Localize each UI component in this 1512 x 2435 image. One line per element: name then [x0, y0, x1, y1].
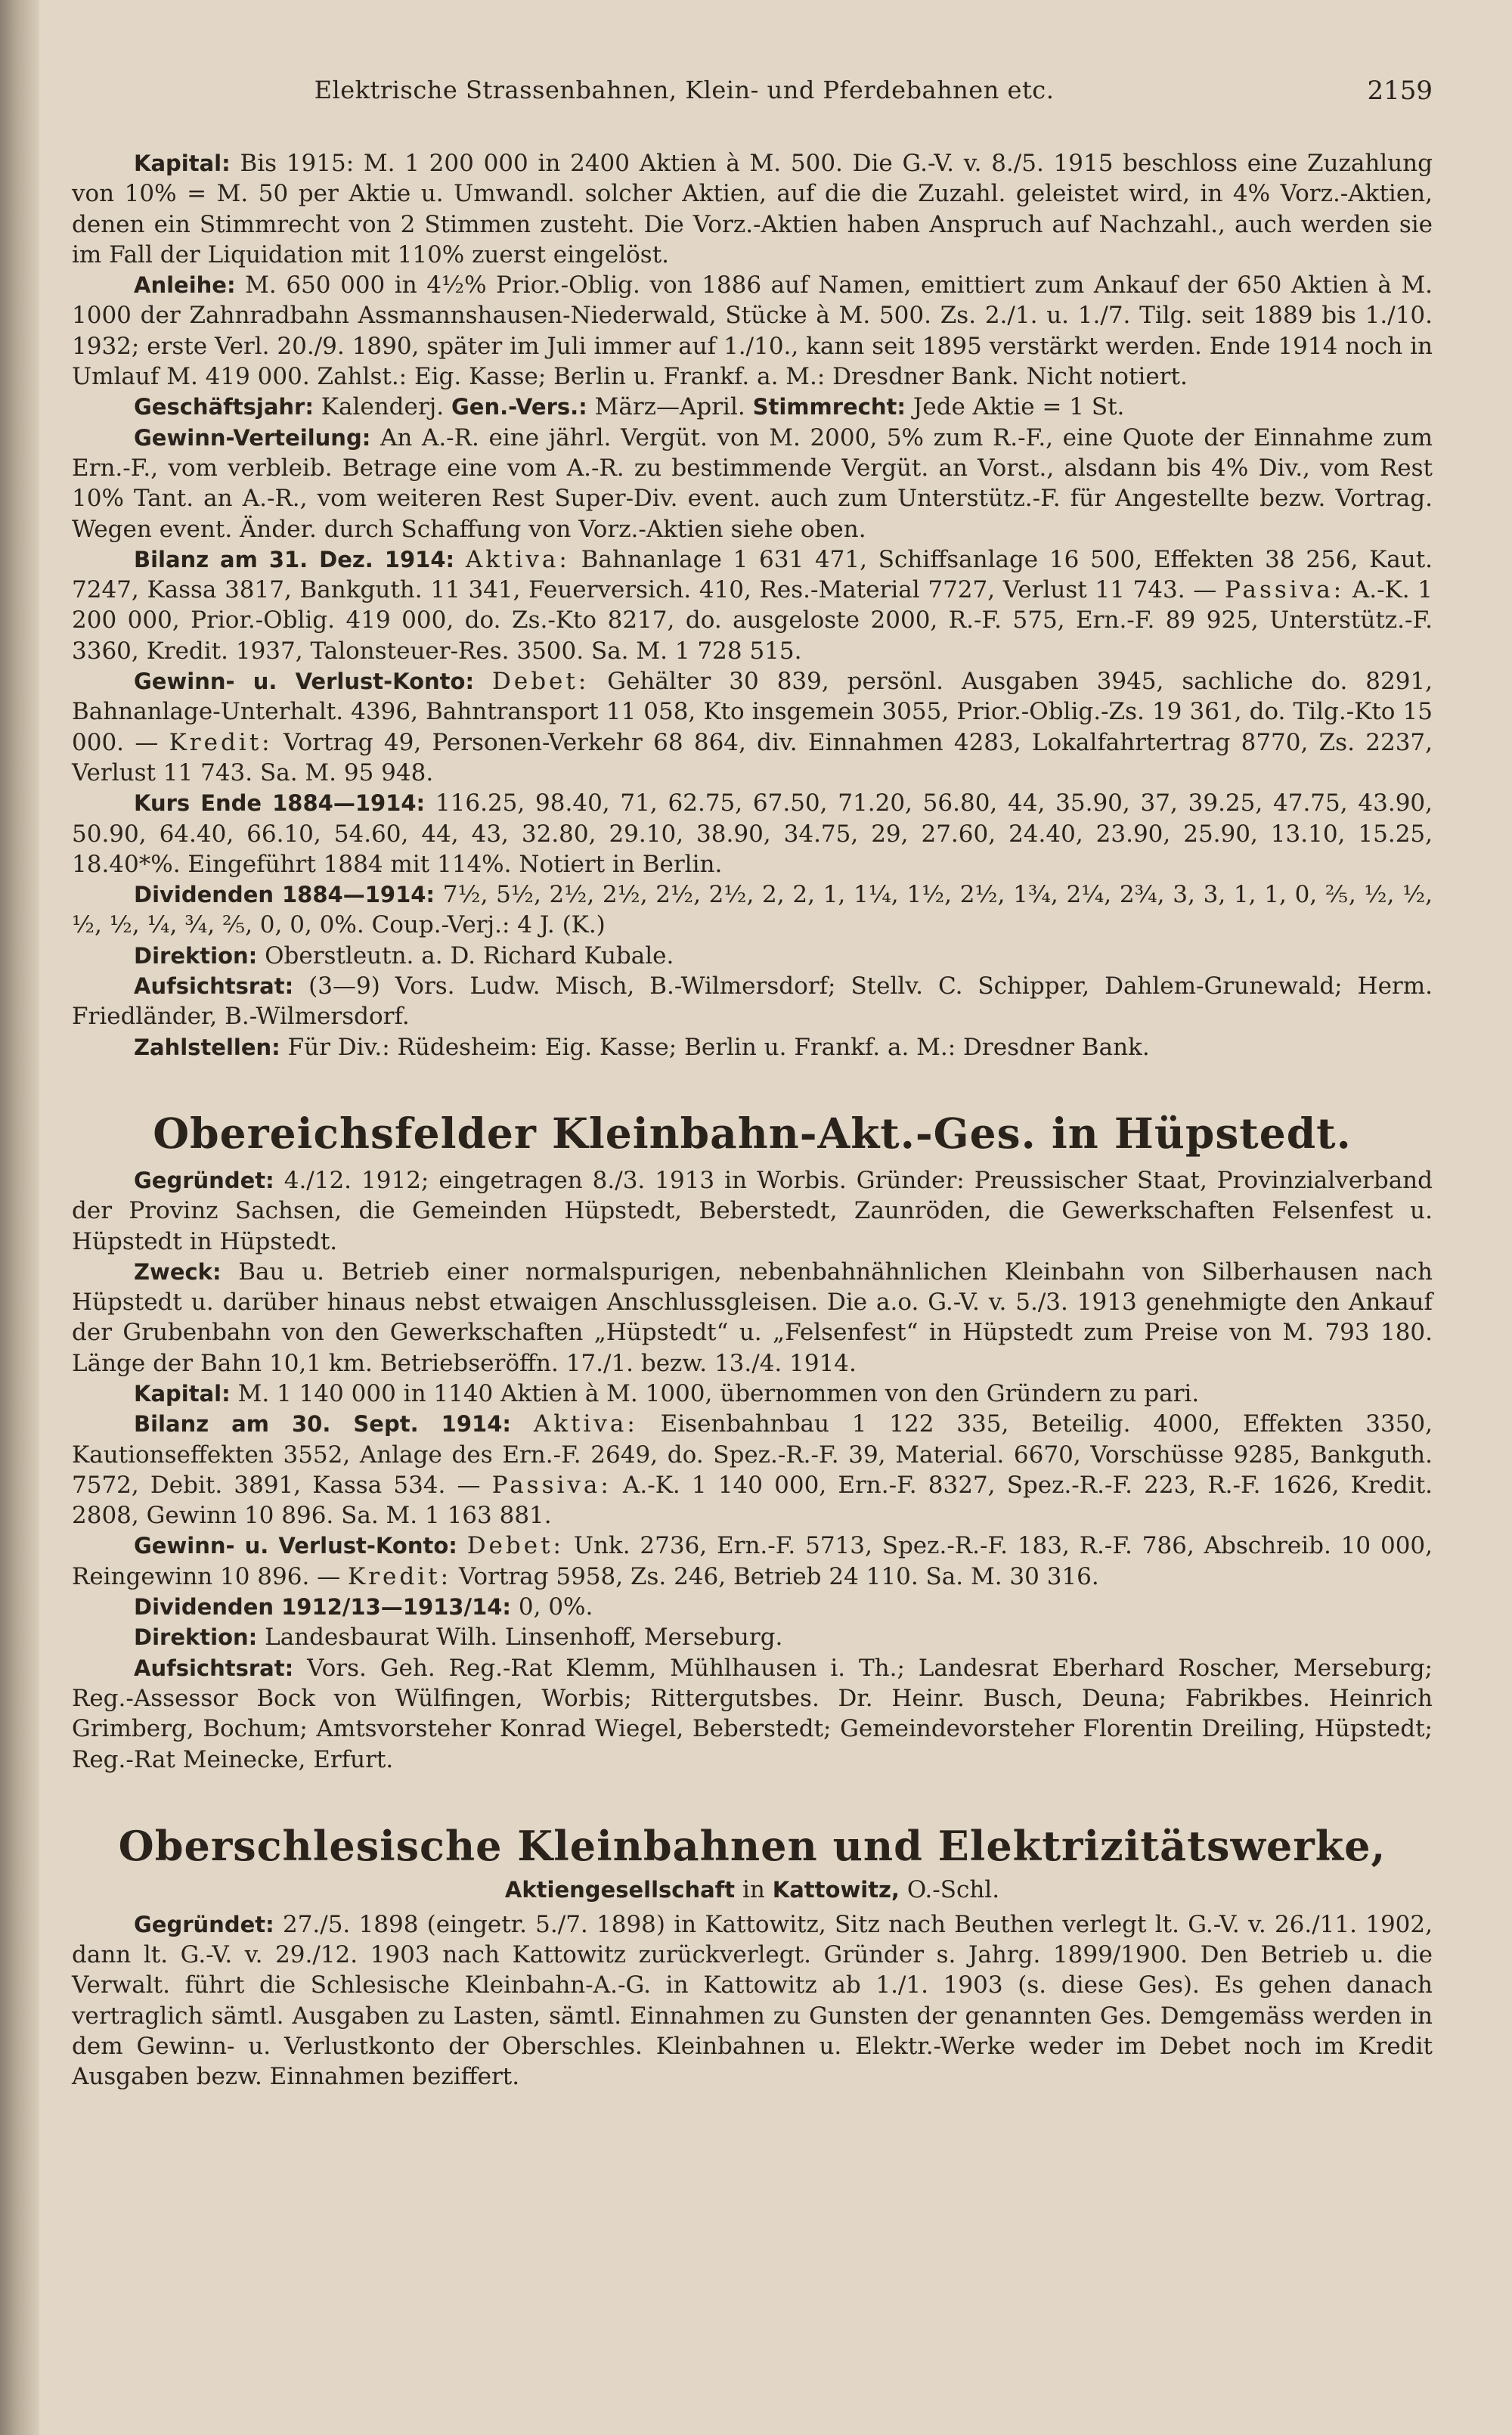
guv-paragraph [72, 666, 1433, 788]
company-heading-oberschlesische: Oberschlesische Kleinbahnen und Elektrizitätswerke, [118, 1821, 1387, 1870]
subtitle-in: in [742, 1875, 765, 1903]
guv-paragraph [72, 1531, 1433, 1592]
kredit-text: Vortrag 5958, Zs. 246, Betrieb 24 110. Sa. M. 30 316. [458, 1562, 1099, 1590]
gegruendet-paragraph [72, 1165, 1433, 1257]
aufsichtsrat-paragraph [72, 971, 1433, 1032]
gewinn-verteilung-text: An A.-R. eine jährl. Vergüt. von M. 2000, 5% zum R.-F., eine Quote der Einnahme zum Ern.-F., vom verbleib. Betrage eine vom A.-R. zu bestimmende Vergüt. an Vorst., alsdann bis 4% Div., vom Rest 10% Tant. an A.-R., vom weiteren Rest Super-Div. event. auch zum Unterstütz.-F. für Angestellte bezw. Vortrag. Wegen event. Änder. durch Schaffung von Vorz.-Aktien siehe oben. [72, 423, 1433, 543]
passiva-label: Passiva: [1225, 576, 1345, 604]
geschaeftsjahr-label: Geschäftsjahr: [134, 394, 314, 420]
subtitle-region: O.-Schl. [906, 1875, 1000, 1903]
aufsichtsrat-paragraph [72, 1653, 1433, 1775]
kurs-paragraph [72, 788, 1433, 879]
dividenden-text: 7½, 5½, 2½, 2½, 2½, 2½, 2, 2, 1, 1¼, 1½, 2½, 1¾, 2¼, 2¾, 3, 3, 1, 1, 0, ⅖, ½, ½, ½, ½, ¼, ¾, ⅖, 0, 0, 0%. Coup.-Verj.: 4 J. (K.) [72, 881, 1433, 939]
direktion-label: Direktion: [134, 942, 258, 969]
aktiva-label: Aktiva: [465, 545, 570, 573]
bilanz-paragraph [72, 544, 1433, 666]
kredit-text: Vortrag 49, Personen-Verkehr 68 864, div. Einnahmen 4283, Lokalfahrtertrag 8770, Zs. 2237, Verlust 11 743. Sa. M. 95 948. [72, 728, 1433, 786]
guv-label: Gewinn- u. Verlust-Konto: [134, 1533, 457, 1559]
kurs-text: 116.25, 98.40, 71, 62.75, 67.50, 71.20, 56.80, 44, 35.90, 37, 39.25, 47.75, 43.90, 50.90, 64.40, 66.10, 54.60, 44, 43, 32.80, 29.10, 38.90, 34.75, 29, 27.60, 24.40, 23.90, 25.90, 13.10, 15.25, 18.40*%. Eingeführt 1884 mit 114%. Notiert in Berlin. [72, 789, 1433, 878]
geschaeftsjahr-text: Kalenderj. [321, 393, 445, 421]
stimmrecht-text: Jede Aktie = 1 St. [912, 393, 1125, 421]
running-head-title: Elektrische Strassenbahnen, Klein- und Pferdebahnen etc. [314, 76, 1055, 104]
gegruendet-text: 4./12. 1912; eingetragen 8./3. 1913 in Worbis. Gründer: Preussischer Staat, Provinzialverband der Provinz Sachsen, die Gemeinden Hüpstedt, Beberstedt, Zaunröden, die Gewerkschaften Felsenfest u. Hüpstedt in Hüpstedt. [72, 1166, 1433, 1255]
debet-label: Debet: [466, 1532, 564, 1560]
company-heading-obereichsfelder: Obereichsfelder Kleinbahn-Akt.-Ges. in Hüpstedt. [153, 1108, 1352, 1158]
page-body [72, 148, 1433, 2092]
bilanz-label: Bilanz am 31. Dez. 1914: [134, 546, 455, 572]
aufsichtsrat-label: Aufsichtsrat: [134, 1655, 294, 1681]
debet-text: Gehälter 30 839, persönl. Ausgaben 3945, sachliche do. 8291, Bahnanlage-Unterhalt. 4396, Bahntransport 11 058, Kto insgemein 3055, Prior.-Oblig.-Zs. 19 361, do. Tilg.-Kto 15 000. — [72, 668, 1433, 756]
passiva-text: A.-K. 1 140 000, Ern.-F. 8327, Spez.-R.-F. 223, R.-F. 1626, Kredit. 2808, Gewinn 10 896. Sa. M. 1 163 881. [72, 1471, 1433, 1530]
zweck-text: Bau u. Betrieb einer normalspurigen, nebenbahnähnlichen Kleinbahn von Silberhausen nach Hüpstedt u. darüber hinaus nebst etwaigen Anschlussgleisen. Die a.o. G.-V. v. 5./3. 1913 genehmigte den Ankauf der Grubenbahn von den Gewerkschaften „Hüpstedt“ u. „Felsenfest“ in Hüpstedt zum Preise von M. 793 180. Länge der Bahn 10,1 km. Betriebseröffn. 17./1. bezw. 13./4. 1914. [72, 1258, 1433, 1377]
book-spine-shadow [0, 0, 39, 2435]
zahlstellen-text: Für Div.: Rüdesheim: Eig. Kasse; Berlin u. Frankf. a. M.: Dresdner Bank. [287, 1033, 1150, 1061]
anleihe-label: Anleihe: [134, 272, 236, 299]
anleihe-text: M. 650 000 in 4½% Prior.-Oblig. von 1886 auf Namen, emittiert zum Ankauf der 650 Aktien à M. 1000 der Zahnradbahn Assmannshausen-Niederwald, Stücke à M. 500. Zs. 2./1. u. 1./7. Tilg. seit 1889 bis 1./10. 1932; erste Verl. 20./9. 1890, später im Juli immer auf 1./10., kann seit 1895 verstärkt werden. Ende 1914 noch in Umlauf M. 419 000. Zahlst.: Eig. Kasse; Berlin u. Frankf. a. M.: Dresdner Bank. Nicht notiert. [72, 271, 1433, 391]
gen-vers-label: Gen.-Vers.: [451, 394, 587, 420]
direktion-text: Landesbaurat Wilh. Linsenhoff, Merseburg. [265, 1624, 783, 1652]
running-head [72, 76, 1433, 109]
zahlstellen-label: Zahlstellen: [134, 1034, 280, 1060]
gegruendet-label: Gegründet: [134, 1911, 274, 1937]
debet-label: Debet: [492, 668, 590, 696]
guv-label: Gewinn- u. Verlust-Konto: [134, 668, 475, 695]
subtitle-city: Kattowitz, [772, 1876, 900, 1903]
kapital-paragraph [72, 1379, 1433, 1409]
dividenden-paragraph [72, 1592, 1433, 1622]
kapital-text: Bis 1915: M. 1 200 000 in 2400 Aktien à M. 500. Die G.-V. v. 8./5. 1915 beschloss eine Zuzahlung von 10% = M. 50 per Aktie u. Umwandl. solcher Aktien, auf die die Zuzahl. geleistet wird, in 4% Vorz.-Aktien, denen ein Stimmrecht von 2 Stimmen zusteht. Die Vorz.-Aktien haben Anspruch auf Nachzahl., auch werden sie im Fall der Liquidation mit 110% zuerst eingelöst. [72, 150, 1433, 268]
kapital-label: Kapital: [134, 150, 231, 176]
dividenden-label: Dividenden 1884—1914: [134, 882, 435, 908]
passiva-label: Passiva: [491, 1471, 612, 1499]
kapital-label: Kapital: [134, 1380, 231, 1407]
zahlstellen-paragraph [72, 1032, 1433, 1062]
aktiva-text: Bahnanlage 1 631 471, Schiffsanlage 16 500, Effekten 38 256, Kaut. 7247, Kassa 3817, Bankguth. 11 341, Feuerversich. 410, Res.-Material 7727, Verlust 11 743. — [72, 545, 1433, 604]
aufsichtsrat-text: (3—9) Vors. Ludw. Misch, B.-Wilmersdorf; Stellv. C. Schipper, Dahlem-Grunewald; Herm. Friedländer, B.-Wilmersdorf. [72, 972, 1433, 1031]
aktiva-text: Eisenbahnbau 1 122 335, Beteilig. 4000, Effekten 3350, Kautionseffekten 3552, Anlage des Ern.-F. 2649, do. Spez.-R.-F. 39, Material. 6670, Vorschüsse 9285, Bankguth. 7572, Debit. 3891, Kassa 534. — [72, 1410, 1433, 1499]
dividenden-text: 0, 0%. [518, 1593, 593, 1621]
bilanz-label: Bilanz am 30. Sept. 1914: [134, 1411, 511, 1438]
direktion-paragraph [72, 1622, 1433, 1652]
aufsichtsrat-text: Vors. Geh. Reg.-Rat Klemm, Mühlhausen i. Th.; Landesrat Eberhard Roscher, Merseburg; Reg.-Assessor Bock von Wülfingen, Worbis; Rittergutsbes. Dr. Heinr. Busch, Deuna; Fabrikbes. Heinrich Grimberg, Bochum; Amtsvorsteher Konrad Wiegel, Beberstedt; Gemeindevorsteher Florentin Dreiling, Hüpstedt; Reg.-Rat Meinecke, Erfurt. [72, 1654, 1433, 1773]
aufsichtsrat-label: Aufsichtsrat: [134, 973, 294, 1000]
kredit-label: Kredit: [169, 728, 273, 756]
gegruendet-text: 27./5. 1898 (eingetr. 5./7. 1898) in Kattowitz, Sitz nach Beuthen verlegt lt. G.-V. v. 26./11. 1902, dann lt. G.-V. v. 29./12. 1903 nach Kattowitz zurückverlegt. Gründer s. Jahrg. 1899/1900. Den Betrieb u. die Verwalt. führt die Schlesische Kleinbahn-A.-G. in Kattowitz ab 1./1. 1903 (s. diese Ges). Es gehen danach vertraglich sämtl. Ausgaben zu Lasten, sämtl. Einnahmen zu Gunsten der genannten Ges. Demgemäss werden in dem Gewinn- u. Verlustkonto der Oberschles. Kleinbahnen u. Elektr.-Werke weder im Debet noch im Kredit Ausgaben bezw. Einnahmen beziffert. [72, 1910, 1433, 2091]
zweck-label: Zweck: [134, 1258, 222, 1285]
page [72, 0, 1433, 2435]
subtitle-company-form: Aktiengesellschaft [504, 1876, 736, 1903]
kapital-paragraph [72, 148, 1433, 270]
kurs-label: Kurs Ende 1884—1914: [134, 790, 426, 817]
stimmrecht-label: Stimmrecht: [752, 394, 906, 420]
direktion-paragraph [72, 941, 1433, 971]
dividenden-label: Dividenden 1912/13—1913/14: [134, 1594, 512, 1621]
dividenden-paragraph [72, 879, 1433, 941]
anleihe-paragraph [72, 270, 1433, 392]
zweck-paragraph [72, 1257, 1433, 1379]
debet-text: Unk. 2736, Ern.-F. 5713, Spez.-R.-F. 183, R.-F. 786, Abschreib. 10 000, Reingewinn 10 896. — [72, 1532, 1433, 1590]
gewinn-verteilung-label: Gewinn-Verteilung: [134, 424, 371, 451]
company-subtitle [72, 1873, 1433, 1906]
direktion-label: Direktion: [134, 1624, 258, 1651]
passiva-text: A.-K. 1 200 000, Prior.-Oblig. 419 000, do. Zs.-Kto 8217, do. ausgeloste 2000, R.-F. 575, Ern.-F. 89 925, Unterstütz.-F. 3360, Kredit. 1937, Talonsteuer-Res. 3500. Sa. M. 1 728 515. [72, 576, 1433, 665]
geschaeftsjahr-paragraph [72, 392, 1433, 422]
aktiva-label: Aktiva: [533, 1410, 638, 1438]
gegruendet-label: Gegründet: [134, 1167, 274, 1193]
gegruendet-paragraph [72, 1909, 1433, 2092]
bilanz-paragraph [72, 1409, 1433, 1531]
gen-vers-text: März—April. [594, 393, 745, 421]
kapital-text: M. 1 140 000 in 1140 Aktien à M. 1000, übernommen von den Gründern zu pari. [237, 1379, 1200, 1407]
direktion-text: Oberstleutn. a. D. Richard Kubale. [265, 941, 674, 969]
page-number: 2159 [1367, 76, 1433, 106]
kredit-label: Kredit: [348, 1562, 452, 1590]
gewinn-verteilung-paragraph [72, 423, 1433, 544]
